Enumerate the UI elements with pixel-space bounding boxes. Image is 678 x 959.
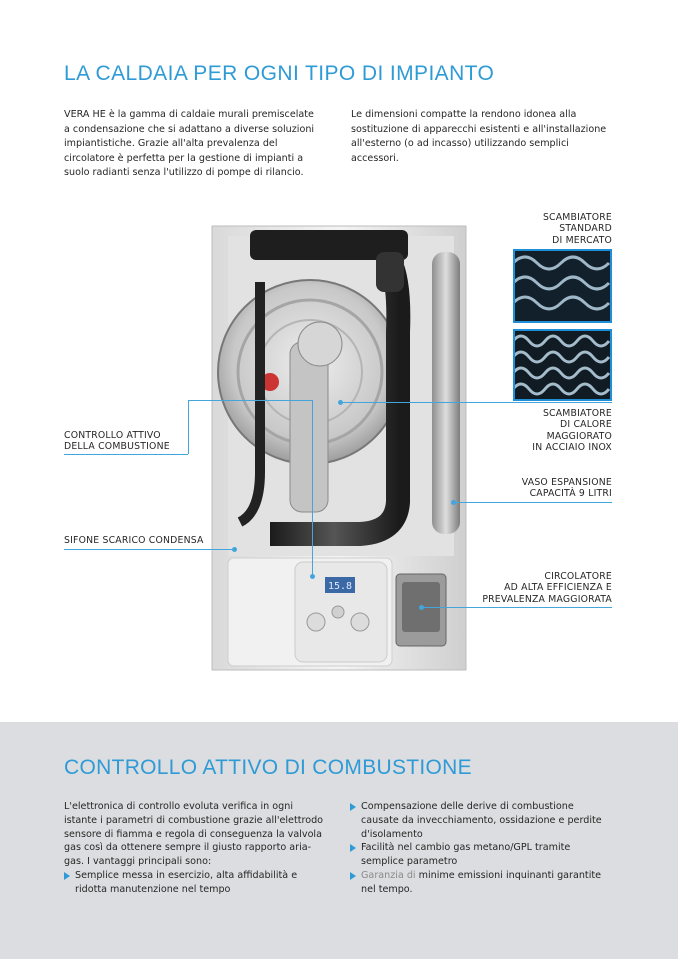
- benefit-bullet: Compensazione delle derive di combustione causate da invecchiamento, ossidazione e perdite d'isolamento: [350, 800, 612, 841]
- page-title: LA CALDAIA PER OGNI TIPO DI IMPIANTO: [64, 62, 495, 85]
- callout-condensate-trap: SIFONE SCARICO CONDENSA: [64, 535, 204, 546]
- bullet-triangle-icon: [350, 872, 356, 880]
- boiler-illustration: [200, 222, 480, 677]
- callout-combustion-control: CONTROLLO ATTIVO DELLA COMBUSTIONE: [64, 430, 170, 453]
- leader-line-combustion-h1: [64, 454, 188, 455]
- leader-dot-circulator: [419, 605, 424, 610]
- callout-expansion-vessel: VASO ESPANSIONE CAPACITÀ 9 LITRI: [521, 477, 612, 500]
- leader-line-combustion-v2: [312, 400, 313, 576]
- leader-line-expansion-vessel: [453, 502, 612, 503]
- bullet-triangle-icon: [350, 844, 356, 852]
- display-readout: 15.8: [327, 581, 353, 592]
- benefit-bullet: Garanzia di minime emissioni inquinanti garantite nel tempo.: [350, 869, 612, 897]
- bigger-exchanger-image: [513, 329, 612, 401]
- leader-dot-combustion: [310, 574, 315, 579]
- leader-dot-condensate: [232, 547, 237, 552]
- leader-dot-expansion-vessel: [451, 500, 456, 505]
- callout-bigger-exchanger: SCAMBIATORE DI CALORE MAGGIORATO IN ACCIAIO INOX: [532, 408, 612, 453]
- benefit-bullet: Semplice messa in esercizio, alta affidabilità e ridotta manutenzione nel tempo: [64, 869, 328, 897]
- callout-circulator: CIRCOLATORE AD ALTA EFFICIENZA E PREVALENZA MAGGIORATA: [482, 571, 612, 605]
- leader-line-combustion-h2: [188, 400, 312, 401]
- standard-exchanger-image: [513, 249, 612, 323]
- intro-text-left: VERA HE è la gamma di caldaie murali premiscelate a condensazione che si adattano a diverse soluzioni impiantistiche. Grazie all'alta prevalenza del circolatore è perfetta per la gestione di impianti a suolo radianti senza l'utilizzo di pompe di rilancio.: [64, 109, 315, 179]
- section-left-column: [64, 800, 328, 897]
- intro-text-right: Le dimensioni compatte la rendono idonea alla sostituzione di apparecchi esistenti e all'installazione all'esterno (o ad incasso) utilizzando semplici accessori.: [351, 109, 607, 164]
- leader-dot-bigger-exchanger: [338, 400, 343, 405]
- leader-line-circulator: [421, 607, 612, 608]
- bullet-triangle-icon: [64, 872, 70, 880]
- section-paragraph: L'elettronica di controllo evoluta verifica in ogni istante i parametri di combustione grazie all'elettrodo sensore di fiamma e regola di conseguenza la valvola gas così da ottenere sempre il giusto rapporto aria-gas. I vantaggi principali sono:: [64, 801, 324, 868]
- benefit-bullet: Facilità nel cambio gas metano/GPL tramite semplice parametro: [350, 841, 612, 869]
- leader-line-bigger-exchanger: [340, 402, 612, 403]
- section-right-column: [350, 800, 612, 897]
- leader-line-condensate: [64, 549, 234, 550]
- section-title: CONTROLLO ATTIVO DI COMBUSTIONE: [64, 756, 472, 779]
- leader-line-combustion-v1: [188, 400, 189, 454]
- callout-standard-exchanger: SCAMBIATORE STANDARD DI MERCATO: [542, 212, 612, 246]
- bullet-triangle-icon: [350, 803, 356, 811]
